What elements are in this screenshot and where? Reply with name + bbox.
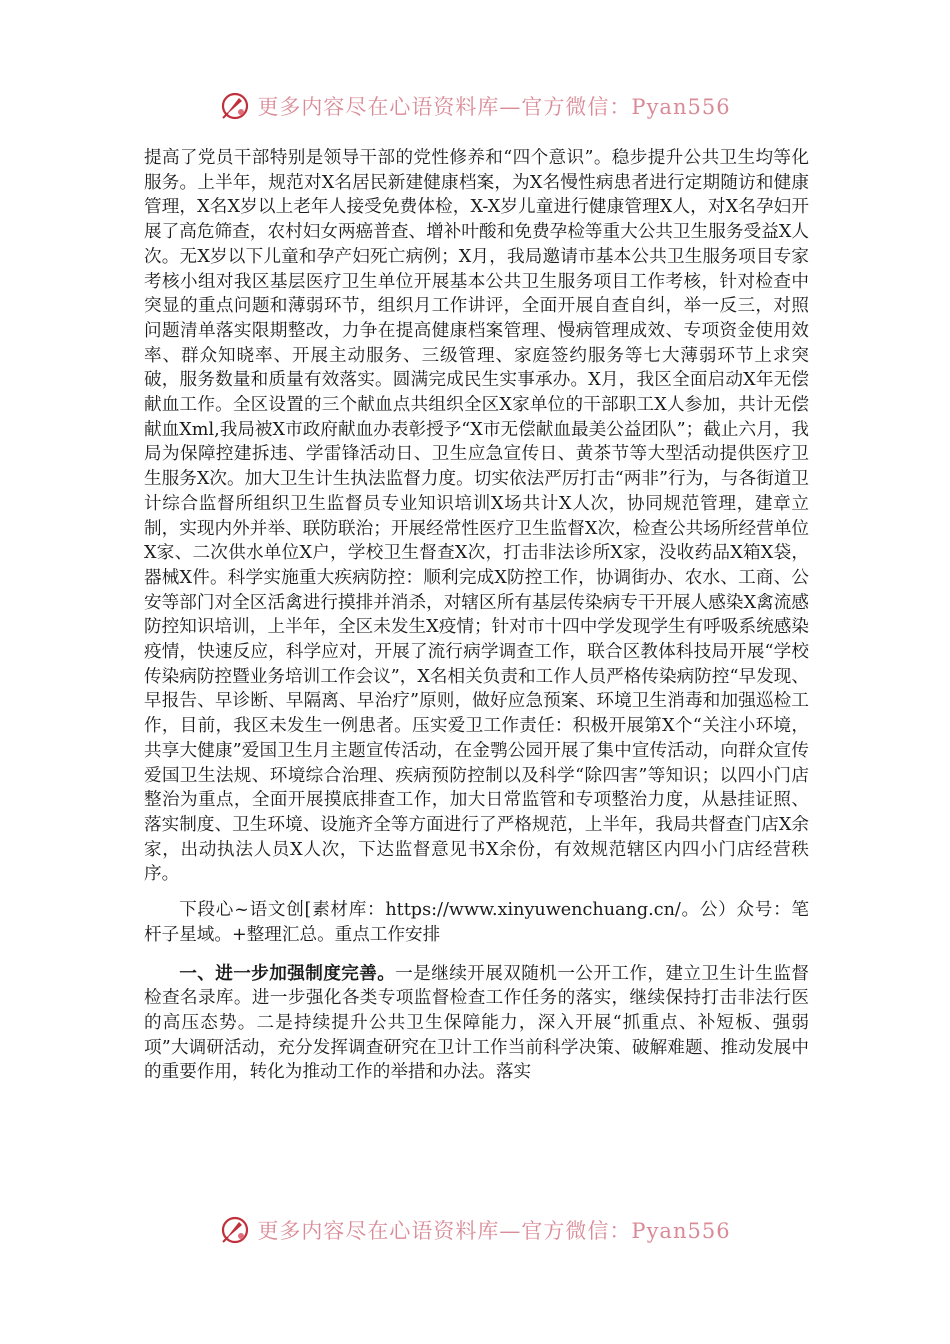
footer-banner xyxy=(0,1210,950,1250)
header-banner xyxy=(0,86,950,126)
document-body xyxy=(144,146,809,1085)
body-paragraph-3-text: 一是继续开展双随机一公开工作，建立卫生计生监督检查名录库。进一步强化各类专项监督检查工作任务的落实，继续保持打击非法行医的高压态势。二是持续提升公共卫生保障能力，深入开展“抓重点、补短板、强弱项”大调研活动，充分发挥调查研究在卫计工作当前科学决策、破解难题、推动发展中的重要作用，转化为推动工作的举措和办法。落实 xyxy=(144,963,809,1083)
body-paragraph-3 xyxy=(144,962,809,1086)
header-banner-text: 更多内容尽在心语资料库—官方微信：Pyan556 xyxy=(257,95,731,119)
body-paragraph-1: 提高了党员干部特别是领导干部的党性修养和“四个意识”。稳步提升公共卫生均等化服务。上半年，规范对X名居民新建健康档案，为X名慢性病患者进行定期随访和健康管理，X名X岁以上老年人接受免费体检，X-X岁儿童进行健康管理X人，对X名孕妇开展了高危筛查，农村妇女两癌普查、增补叶酸和免费孕检等重大公共卫生服务受益X人次。无X岁以下儿童和孕产妇死亡病例；X月，我局邀请市基本公共卫生服务项目专家考核小组对我区基层医疗卫生单位开展基本公共卫生服务项目工作考核，针对检查中突显的重点问题和薄弱环节，组织月工作讲评，全面开展自查自纠，举一反三，对照问题清单落实限期整改，力争在提高健康档案管理、慢病管理成效、专项资金使用效率、群众知晓率、开展主动服务、三级管理、家庭签约服务等七大薄弱环节上求突破，服务数量和质量有效落实。圆满完成民生实事承办。X月，我区全面启动X年无偿献血工作。全区设置的三个献血点共组织全区X家单位的干部职工X人参加，共计无偿献血Xml,我局被X市政府献血办表彰授予“X市无偿献血最美公益团队”；截止六月，我局为保障控建拆违、学雷锋活动日、卫生应急宣传日、黄茶节等大型活动提供医疗卫生服务X次。加大卫生计生执法监督力度。切实依法严厉打击“两非”行为，与各街道卫计综合监督所组织卫生监督员专业知识培训X场共计X人次，协同规范管理，建章立制，实现内外并举、联防联治；开展经常性医疗卫生监督X次，检查公共场所经营单位X家、二次供水单位X户，学校卫生督查X次，打击非法诊所X家，没收药品X箱X袋，器械X件。科学实施重大疾病防控：顺利完成X防控工作，协调街办、农水、工商、公安等部门对全区活禽进行摸排并消杀，对辖区所有基层传染病专干开展人感染X禽流感防控知识培训，上半年，全区未发生X疫情；针对市十四中学发现学生有呼吸系统感染疫情，快速反应，科学应对，开展了流行病学调查工作，联合区教体科技局开展“学校传染病防控暨业务培训工作会议”，X名相关负责和工作人员严格传染病防控“早发现、早报告、早诊断、早隔离、早治疗”原则，做好应急预案、环境卫生消毒和加强巡检工作，目前，我区未发生一例患者。压实爱卫工作责任：积极开展第X个“关注小环境，共享大健康”爱国卫生月主题宣传活动，在金鹗公园开展了集中宣传活动，向群众宣传爱国卫生法规、环境综合治理、疾病预防控制以及科学“除四害”等知识；以四小门店整治为重点，全面开展摸底排查工作，加大日常监管和专项整治力度，从悬挂证照、落实制度、卫生环境、设施齐全等方面进行了严格规范，上半年，我局共督查门店X余家，出动执法人员X人次，下达监督意见书X余份，有效规范辖区内四小门店经营秩序。 xyxy=(144,148,809,885)
body-paragraph-2: 下段心~语文创[素材库：https://www.xinyuwenchuang.cn/。公）众号：笔杆子星域。+整理汇总。重点工作安排 xyxy=(144,900,809,945)
quill-swirl-icon xyxy=(219,1214,251,1246)
footer-banner-text: 更多内容尽在心语资料库—官方微信：Pyan556 xyxy=(257,1219,731,1243)
quill-swirl-icon xyxy=(219,90,251,122)
section-heading-1: 一、进一步加强制度完善。 xyxy=(179,962,396,984)
